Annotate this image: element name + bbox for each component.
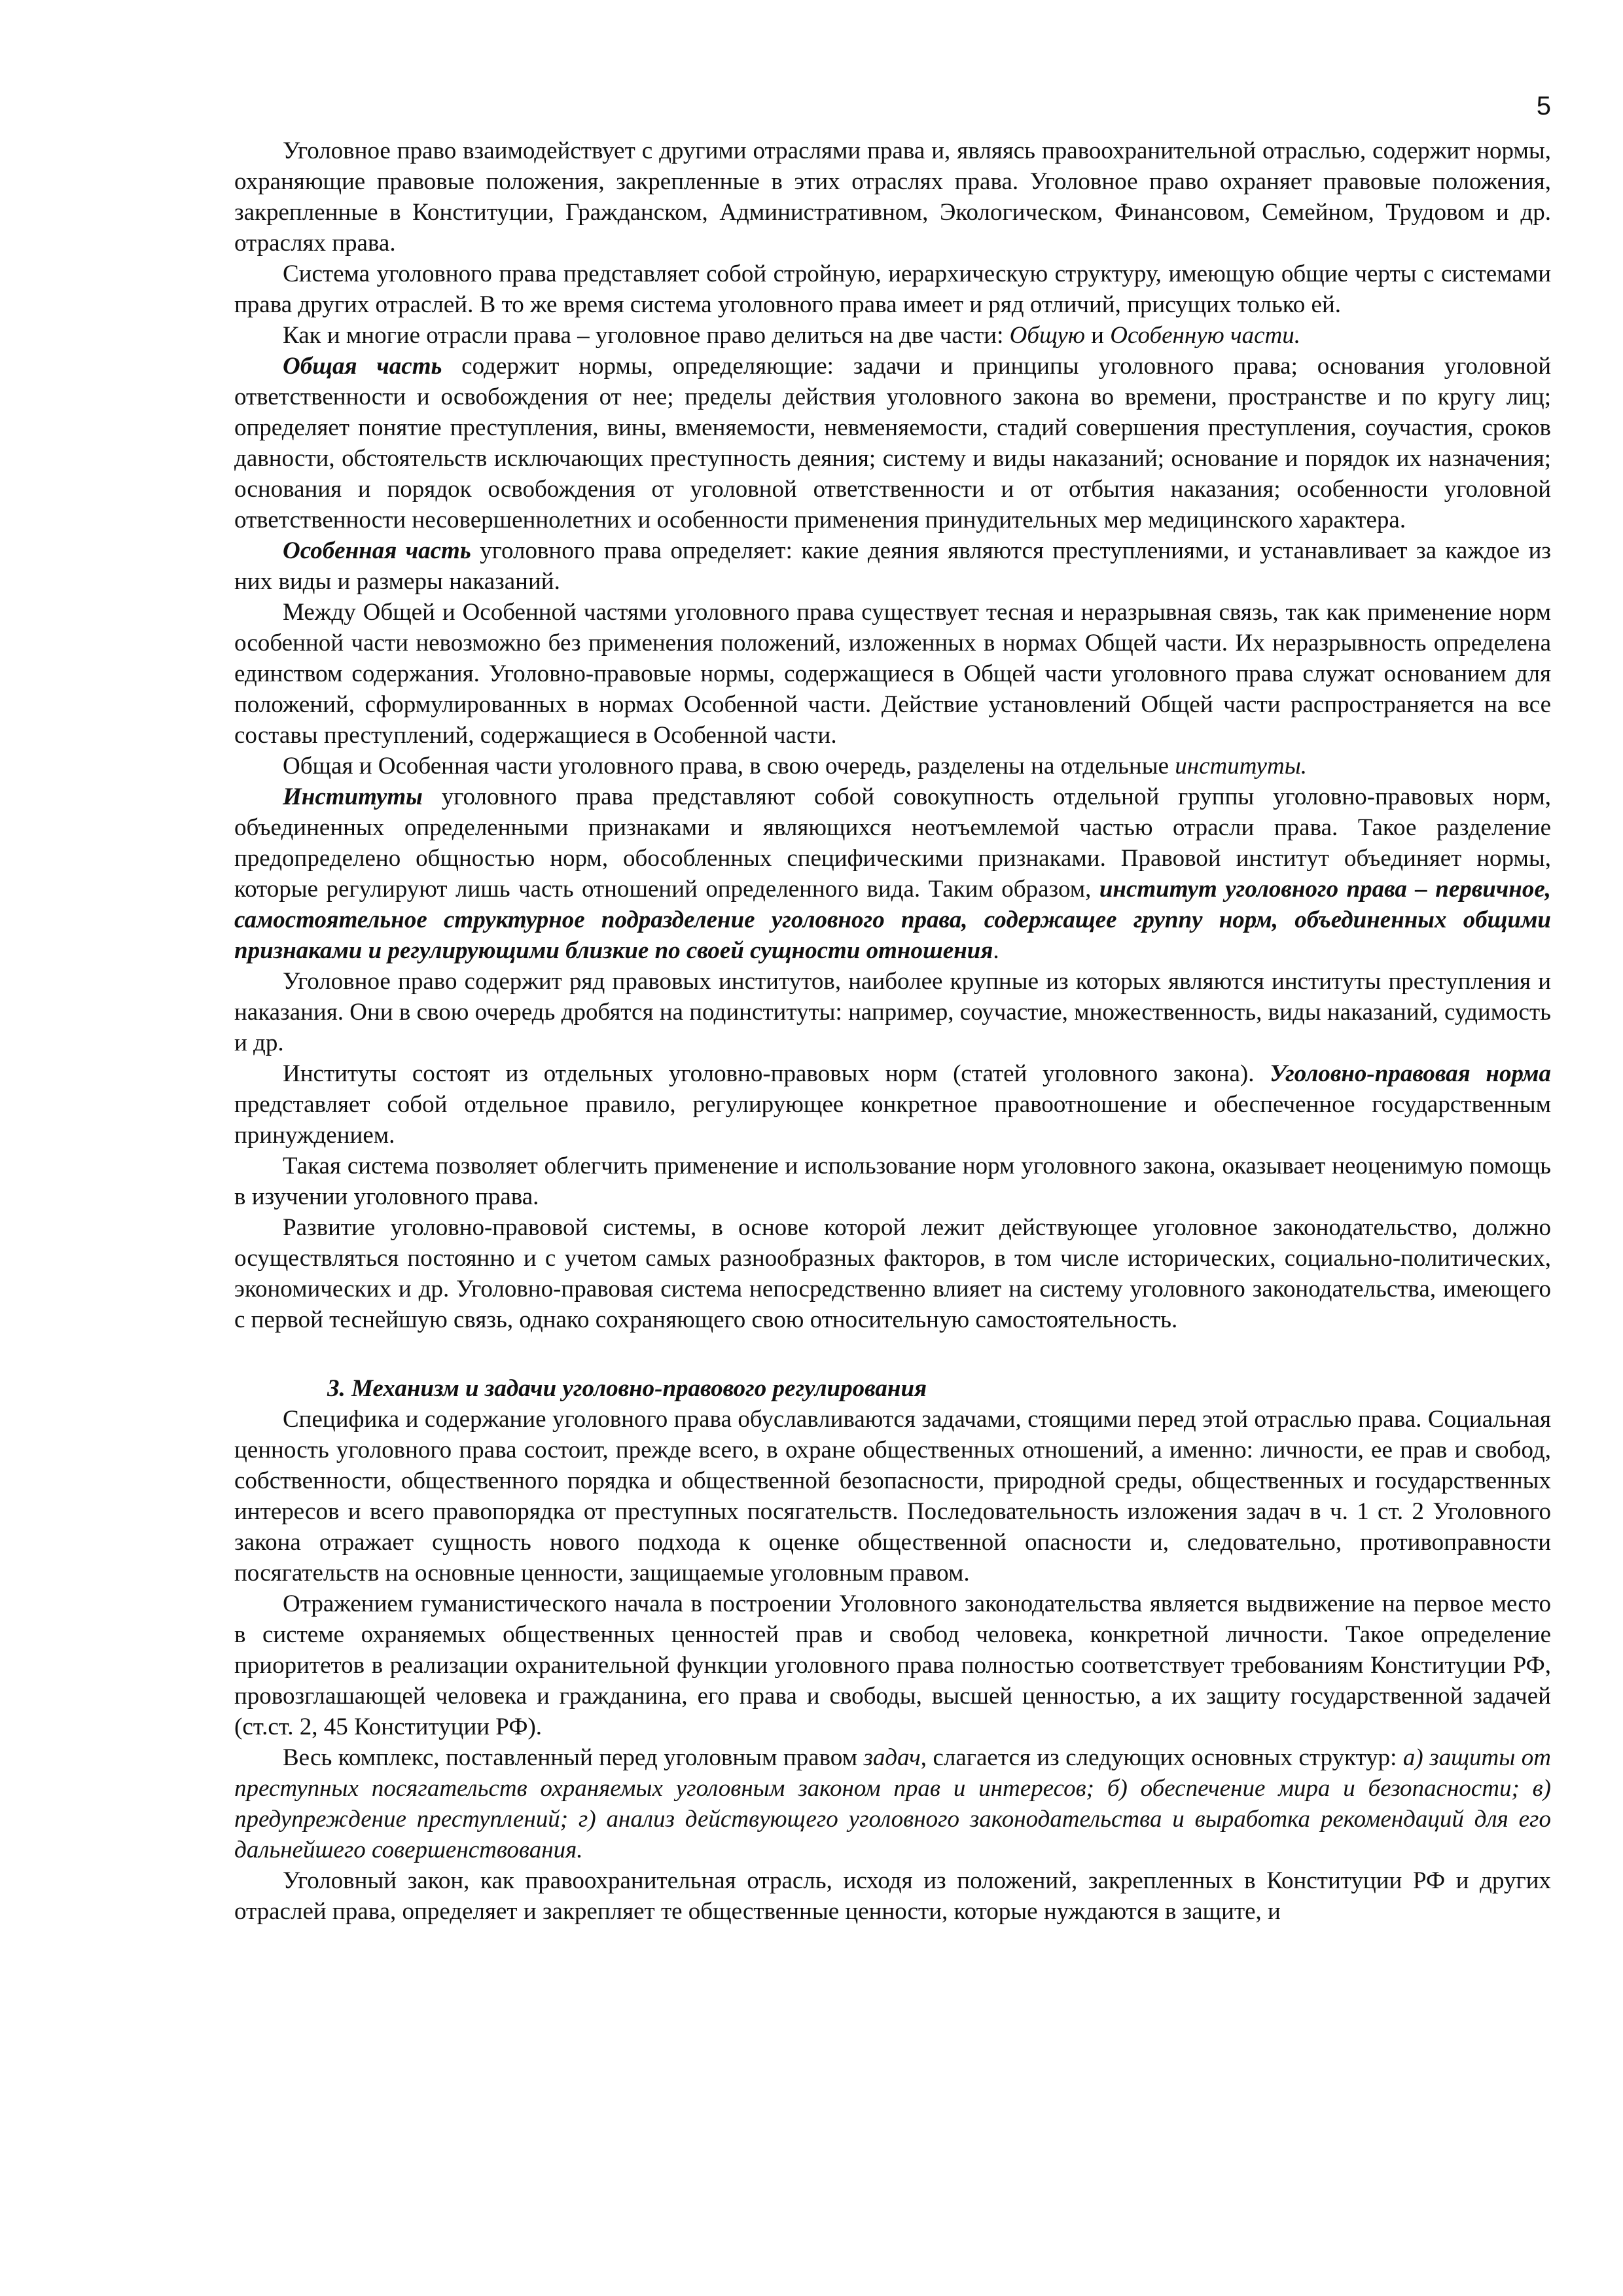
paragraph-13: Специфика и содержание уголовного права обуславливаются задачами, стоящими перед этой отраслью права. Социальная ценность уголовного права состоит, прежде всего, в охране общественных отношений, а именно: личности, ее прав и свобод, собственности, общественного порядка и общественной безопасности, природной среды, общественных и государственных интересов и всего правопорядка от преступных посягательств. Последовательность изложения задач в ч. 1 ст. 2 Уголовного закона отражает сущность нового подхода к оценке общественной опасности и, следовательно, противоправности посягательств на основные ценности, защищаемые уголовным правом. [234, 1406, 1551, 1587]
document-body [234, 135, 1551, 1927]
term-ugolovno-pravovaya-norma: Уголовно-правовая норма [1270, 1060, 1551, 1087]
term-general-part: Общую [1009, 322, 1085, 349]
page-number: 5 [1536, 92, 1551, 120]
paragraph-10-text: Институты состоят из отдельных уголовно-правовых норм (статей уголовного закона). [283, 1060, 1270, 1087]
term-instituty: Институты [283, 783, 423, 810]
paragraph-8 [234, 781, 1551, 966]
paragraph-5-text: уголовного права определяет: какие деяния являются преступлениями, и устанавливает за каждое из них виды и размеры наказаний. [234, 537, 1551, 595]
term-osobennaya-chast: Особенная часть [283, 537, 471, 564]
paragraph-8-text: уголовного права представляют собой совокупность отдельной группы уголовно-правовых норм, объединенных определенными признаками и являющихся неотъемлемой частью отрасли права. Такое разделение предопределено общностью норм, обособленных специфическими признаками. Правовой институт объединяет нормы, которые регулируют лишь часть отношений определенного вида. Таким образом, [234, 783, 1551, 903]
paragraph-16: Уголовный закон, как правоохранительная отрасль, исходя из положений, закрепленных в Конституции РФ и других отраслей права, определяет и закрепляет те общественные ценности, которые нуждаются в защите, и [234, 1867, 1551, 1925]
paragraph-6: Между Общей и Особенной частями уголовного права существует тесная и неразрывная связь, так как применение норм особенной части невозможно без применения положений, изложенных в нормах Общей части. Их неразрывность определена единством содержания. Уголовно-правовые нормы, содержащиеся в Общей части уголовного права служат основанием для положений, сформулированных в нормах Особенной части. Действие установлений Общей части распространяется на все составы преступлений, содержащиеся в Особенной части. [234, 599, 1551, 749]
paragraph-4-text: содержит нормы, определяющие: задачи и принципы уголовного права; основания уголовной ответственности и освобождения от нее; пределы действия уголовного закона во времени, пространстве и по кругу лиц; определяет понятие преступления, вины, вменяемости, невменяемости, стадий совершения преступления, соучастия, сроков давности, обстоятельств исключающих преступность деяния; систему и виды наказаний; основание и порядок их назначения; основания и порядок освобождения от уголовной ответственности и от отбытия наказания; особенности уголовной ответственности несовершеннолетних и особенности применения принудительных мер медицинского характера. [234, 353, 1551, 533]
paragraph-2: Система уголовного права представляет собой стройную, иерархическую структуру, имеющую общие черты с системами права других отраслей. В то же время система уголовного права имеет и ряд отличий, присущих только ей. [234, 260, 1551, 318]
task-list: а) защиты от преступных посягательств охраняемых уголовным законом прав и интересов; б) обеспечение мира и безопасности; в) предупреждение преступлений; г) анализ действующего уголовного законодательства и выработка рекомендаций для его дальнейшего совершенствования. [234, 1744, 1552, 1863]
paragraph-7 [234, 751, 1551, 781]
paragraph-5 [234, 535, 1551, 597]
term-obshchaya-chast: Общая часть [283, 353, 442, 380]
paragraph-10 [234, 1058, 1551, 1151]
paragraph-9: Уголовное право содержит ряд правовых институтов, наиболее крупные из которых являются институты преступления и наказания. Они в свою очередь дробятся на подинституты: например, соучастие, множественность, виды наказаний, судимость и др. [234, 968, 1551, 1056]
term-special-part: Особенную части. [1110, 322, 1301, 349]
paragraph-15-text: Весь комплекс, поставленный перед уголовным правом [283, 1744, 864, 1771]
paragraph-4 [234, 351, 1551, 535]
paragraph-3 [234, 320, 1551, 351]
paragraph-12: Развитие уголовно-правовой системы, в основе которой лежит действующее уголовное законодательство, должно осуществляться постоянно и с учетом самых разнообразных факторов, в том числе исторических, социально-политических, экономических и др. Уголовно-правовая система непосредственно влияет на систему уголовного законодательства, имеющего с первой теснейшую связь, однако сохраняющего свою относительную самостоятельность. [234, 1214, 1551, 1333]
paragraph-1: Уголовное право взаимодействует с другими отраслями права и, являясь правоохранительной отраслью, содержит нормы, охраняющие правовые положения, закрепленные в этих отраслях права. Уголовное право охраняет правовые положения, закрепленные в Конституции, Гражданском, Административном, Экологическом, Финансовом, Семейном, Трудовом и др. отраслях права. [234, 137, 1551, 257]
term-instituty-italic: институты. [1175, 753, 1307, 780]
paragraph-11: Такая система позволяет облегчить применение и использование норм уголовного закона, оказывает неоценимую помощь в изучении уголовного права. [234, 1153, 1551, 1210]
definition-institut: институт уголовного права – первичное, самостоятельное структурное подразделение уголовного права, содержащее группу норм, объединенных общими признаками и регулирующими близкие по своей сущности отношения [234, 876, 1552, 964]
paragraph-14: Отражением гуманистического начала в построении Уголовного законодательства является выдвижение на первое место в системе охраняемых общественных ценностей прав и свобод человека, конкретной личности. Такое определение приоритетов в реализации охранительной функции уголовного права полностью соответствует требованиям Конституции РФ, провозглашающей человека и гражданина, его права и свободы, высшей ценностью, а их защиту государственной задачей (ст.ст. 2, 45 Конституции РФ). [234, 1590, 1551, 1740]
paragraph-15-mid: , слагается из следующих основных структур: [920, 1744, 1403, 1771]
paragraph-3-text: Как и многие отрасли права – уголовное право делиться на две части: [283, 322, 1010, 349]
paragraph-15 [234, 1742, 1551, 1865]
paragraph-8-end: . [993, 937, 999, 964]
paragraph-3-conj: и [1084, 322, 1111, 349]
term-zadach: задач [863, 1744, 921, 1771]
paragraph-10-rest: представляет собой отдельное правило, регулирующее конкретное правоотношение и обеспеченное государственным принуждением. [234, 1091, 1551, 1149]
section-heading: 3. Механизм и задачи уголовно-правового регулирования [327, 1375, 927, 1402]
paragraph-7-text: Общая и Особенная части уголовного права, в свою очередь, разделены на отдельные [283, 753, 1175, 780]
